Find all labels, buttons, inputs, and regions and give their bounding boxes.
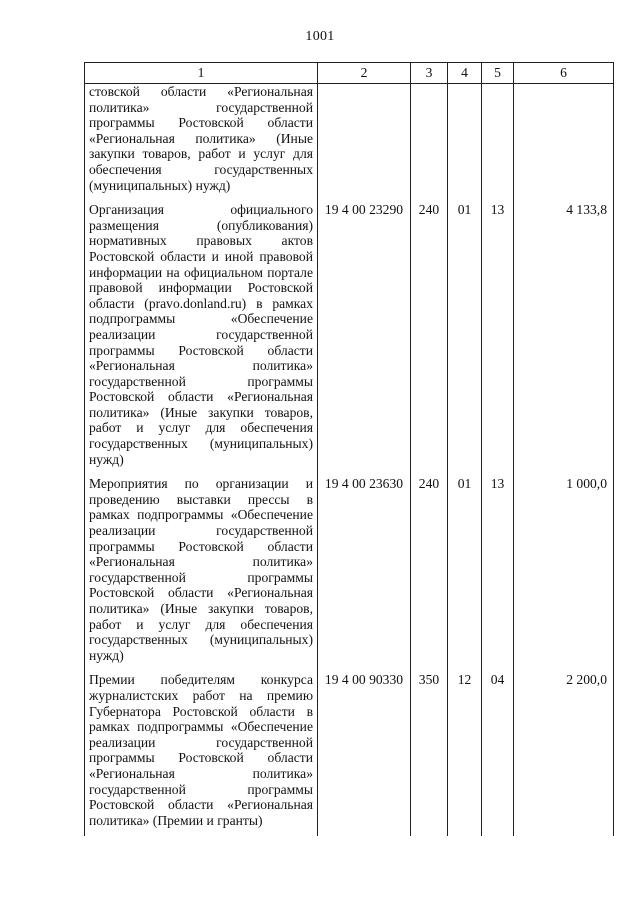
row-expense-type xyxy=(411,84,448,194)
column-header-3: 3 xyxy=(411,63,448,84)
row-subsection: 04 xyxy=(482,663,514,836)
column-header-6: 6 xyxy=(514,63,614,84)
row-target-code: 19 4 00 23630 xyxy=(318,467,411,663)
row-description: Организация официального размещения (опубликования) нормативных правовых актов Ростовской области и иной правовой информации на официальном портале правовой информации Ростовской области (pravo.donland.ru) в рамках подпрограммы «Обеспечение реализации государственной программы Ростовской области «Региональная политика» государственной программы Ростовской области «Региональная политика» (Иные закупки товаров, работ и услуг для обеспечения государственных (муниципальных) нужд) xyxy=(85,193,318,467)
row-expense-type: 240 xyxy=(411,467,448,663)
row-section: 01 xyxy=(448,193,482,467)
column-header-1: 1 xyxy=(85,63,318,84)
row-target-code xyxy=(318,84,411,194)
row-target-code: 19 4 00 90330 xyxy=(318,663,411,836)
row-subsection: 13 xyxy=(482,193,514,467)
row-amount: 1 000,0 xyxy=(514,467,614,663)
row-target-code: 19 4 00 23290 xyxy=(318,193,411,467)
row-description: Премии победителям конкурса журналистских работ на премию Губернатора Ростовской области в рамках подпрограммы «Обеспечение реализации государственной программы Ростовской области «Региональная политика» государственной программы Ростовской области «Региональная политика» (Премии и гранты) xyxy=(85,663,318,836)
row-section: 01 xyxy=(448,467,482,663)
row-amount: 2 200,0 xyxy=(514,663,614,836)
table-row xyxy=(85,193,614,467)
row-expense-type: 240 xyxy=(411,193,448,467)
row-section: 12 xyxy=(448,663,482,836)
row-description: Мероприятия по организации и проведению выставки прессы в рамках подпрограммы «Обеспечение реализации государственной программы Ростовской области «Региональная политика» государственной программы Ростовской области «Региональная политика» (Иные закупки товаров, работ и услуг для обеспечения государственных (муниципальных) нужд) xyxy=(85,467,318,663)
table-row xyxy=(85,467,614,663)
table-header-row xyxy=(85,63,614,84)
page-number: 1001 xyxy=(305,29,335,44)
table-row xyxy=(85,663,614,836)
row-expense-type: 350 xyxy=(411,663,448,836)
row-section xyxy=(448,84,482,194)
budget-table xyxy=(84,62,614,836)
column-header-4: 4 xyxy=(448,63,482,84)
table-row xyxy=(85,84,614,194)
row-subsection: 13 xyxy=(482,467,514,663)
column-header-2: 2 xyxy=(318,63,411,84)
column-header-5: 5 xyxy=(482,63,514,84)
row-subsection xyxy=(482,84,514,194)
row-description: стовской области «Региональная политика» государственной программы Ростовской области «Региональная политика» (Иные закупки товаров, работ и услуг для обеспечения государственных (муниципальных) нужд) xyxy=(85,84,318,194)
row-amount: 4 133,8 xyxy=(514,193,614,467)
row-amount xyxy=(514,84,614,194)
